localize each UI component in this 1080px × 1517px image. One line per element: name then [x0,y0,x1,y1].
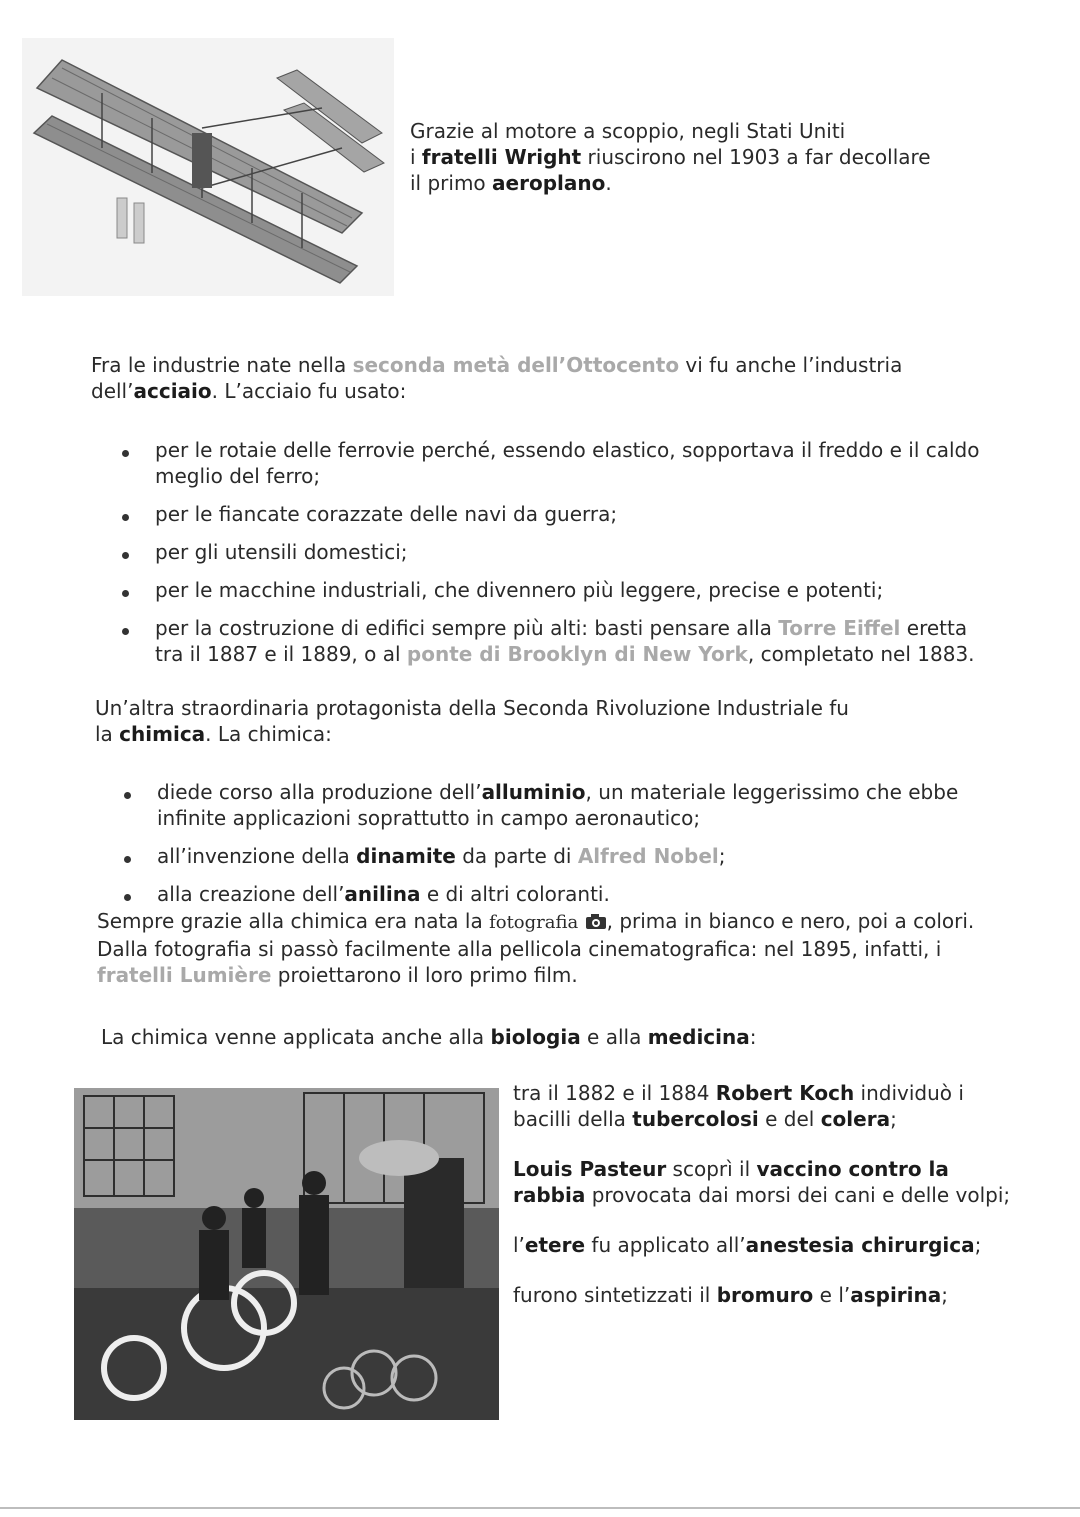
list-item: per la costruzione di edifici sempre più alti: basti pensare alla Torre Eiffel eretta tra il 1887 e il 1889, o al ponte di Brooklyn di New York, completato nel 1883. [110,615,990,667]
eiffel-tower-term: Torre Eiffel [778,616,901,640]
list-item: per gli utensili domestici; [110,539,990,565]
bullet-icon [124,856,131,863]
bullet-icon [124,894,131,901]
ether-paragraph: l’etere fu applicato all’anestesia chirurgica; [513,1233,982,1257]
wright-intro-text: Grazie al motore a scoppio, negli Stati Uniti i fratelli Wright riuscirono nel 1903 a far decollare il primo aeroplano. [410,119,931,195]
airplane-term: aeroplano [492,171,606,195]
bullet-icon [122,450,129,457]
bullet-icon [122,514,129,521]
chemistry-paragraph: Un’altra straordinaria protagonista della Seconda Rivoluzione Industriale fu la chimica. La chimica: [95,696,849,746]
chemistry-list [112,779,992,907]
list-item: per le rotaie delle ferrovie perché, essendo elastico, sopportava il freddo e il caldo meglio del ferro; [110,437,990,489]
bullet-icon [122,590,129,597]
bullet-icon [122,628,129,635]
chemistry-term: chimica [119,722,206,746]
biology-medicine-paragraph: La chimica venne applicata anche alla biologia e alla medicina: [101,1025,757,1049]
camera-icon [585,910,607,926]
alfred-nobel-term: Alfred Nobel [577,844,719,868]
pasteur-paragraph: Louis Pasteur scoprì il vaccino contro la rabbia provocata dai morsi dei cani e delle volpi; [513,1157,1011,1207]
steel-term: acciaio [133,379,212,403]
page-bottom-edge [0,1507,1080,1509]
steel-uses-list [110,437,990,667]
brooklyn-bridge-term: ponte di Brooklyn di New York [406,642,748,666]
medicine-discoveries [513,1080,1013,1332]
assembly-line-photo [74,1088,499,1420]
second-half-1800s-link: seconda metà dell’Ottocento [352,353,680,377]
bullet-icon [124,792,131,799]
wright-brothers-term: fratelli Wright [421,145,582,169]
steel-paragraph: Fra le industrie nate nella seconda metà dell’Ottocento vi fu anche l’industria dell’acciaio. L’acciaio fu usato: [91,353,903,403]
photography-paragraph: Sempre grazie alla chimica era nata la fotografia , prima in bianco e nero, poi a colori. Dalla fotografia si passò facilmente alla pellicola cinematografica: nel 1895, infatti, i fratelli Lumière proiettarono il loro primo film. [97,909,975,987]
wright-airplane-photo [22,38,394,296]
bullet-icon [122,552,129,559]
lumiere-brothers-term: fratelli Lumière [97,963,272,987]
list-item: alla creazione dell’anilina e di altri coloranti. [112,881,992,907]
koch-paragraph: tra il 1882 e il 1884 Robert Koch individuò i bacilli della tubercolosi e del colera; [513,1081,964,1131]
bromide-aspirin-paragraph: furono sintetizzati il bromuro e l’aspirina; [513,1283,949,1307]
list-item: all’invenzione della dinamite da parte di Alfred Nobel; [112,843,992,869]
list-item: per le macchine industriali, che divennero più leggere, precise e potenti; [110,577,990,603]
list-item: per le fiancate corazzate delle navi da guerra; [110,501,990,527]
list-item: diede corso alla produzione dell’alluminio, un materiale leggerissimo che ebbe infinite applicazioni soprattutto in campo aeronautico; [112,779,992,831]
